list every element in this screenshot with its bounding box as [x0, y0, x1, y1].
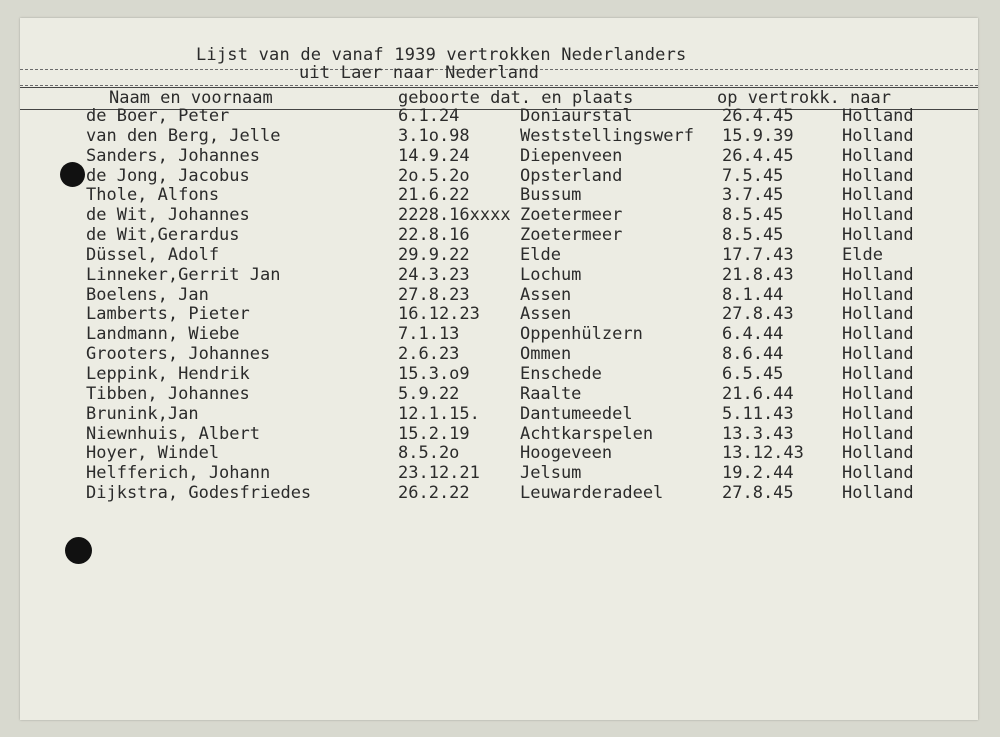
- table-row: [20, 225, 978, 245]
- birth-place: Dantumeedel: [520, 403, 633, 424]
- departure-date: 27.8.43: [722, 304, 794, 325]
- birth-date: 6.1.24: [398, 106, 460, 126]
- birth-place: Leuwarderadeel: [520, 483, 664, 504]
- departure-date: 13.12.43: [722, 443, 804, 464]
- person-name: Leppink, Hendrik: [86, 363, 250, 384]
- table-row: [20, 245, 978, 265]
- table-row: [20, 304, 978, 324]
- birth-place: Hoogeveen: [520, 443, 613, 464]
- birth-date: 12.1.15.: [398, 403, 480, 424]
- destination: Holland: [842, 443, 914, 464]
- birth-date: 29.9.22: [398, 244, 470, 265]
- document-page: [20, 18, 978, 720]
- destination: Holland: [842, 165, 914, 186]
- destination: Holland: [842, 284, 914, 305]
- departure-date: 21.8.43: [722, 264, 794, 285]
- birth-place: Zoetermeer: [520, 205, 623, 226]
- birth-date: 2228.16xxxx: [398, 205, 511, 226]
- departure-date: 19.2.44: [722, 463, 794, 484]
- person-name: de Boer, Peter: [86, 106, 230, 126]
- birth-place: Jelsum: [520, 463, 582, 484]
- table-row: [20, 106, 978, 126]
- departure-date: 6.5.45: [722, 363, 784, 384]
- person-name: Landmann, Wiebe: [86, 324, 240, 345]
- destination: Holland: [842, 403, 914, 424]
- table-row: [20, 424, 978, 444]
- birth-date: 24.3.23: [398, 264, 470, 285]
- birth-date: 8.5.2o: [398, 443, 460, 464]
- table-row: [20, 265, 978, 285]
- departure-date: 26.4.45: [722, 145, 794, 166]
- table-row: [20, 404, 978, 424]
- person-name: Sanders, Johannes: [86, 145, 260, 166]
- birth-place: Assen: [520, 284, 572, 305]
- punch-hole: [60, 162, 85, 187]
- person-name: de Wit, Johannes: [86, 205, 250, 226]
- birth-place: Lochum: [520, 264, 582, 285]
- person-name: Lamberts, Pieter: [86, 304, 250, 325]
- column-header-name: Naam en voornaam: [109, 88, 273, 108]
- departure-date: 13.3.43: [722, 423, 794, 444]
- table-row: [20, 364, 978, 384]
- person-name: Niewnhuis, Albert: [86, 423, 260, 444]
- birth-date: 7.1.13: [398, 324, 460, 345]
- birth-place: Diepenveen: [520, 145, 623, 166]
- departure-date: 8.5.45: [722, 205, 784, 226]
- birth-date: 27.8.23: [398, 284, 470, 305]
- person-name: Helfferich, Johann: [86, 463, 271, 484]
- birth-place: Weststellingswerf: [520, 125, 694, 146]
- birth-place: Assen: [520, 304, 572, 325]
- birth-date: 3.1o.98: [398, 125, 470, 146]
- person-name: Grooters, Johannes: [86, 344, 271, 365]
- table-row: [20, 285, 978, 305]
- person-name: de Jong, Jacobus: [86, 165, 250, 186]
- birth-date: 16.12.23: [398, 304, 480, 325]
- birth-date: 22.8.16: [398, 225, 470, 246]
- person-name: Düssel, Adolf: [86, 244, 220, 265]
- document-subtitle: uit Laer naar Nederland: [299, 63, 540, 83]
- birth-date: 14.9.24: [398, 145, 470, 166]
- departure-date: 5.11.43: [722, 403, 794, 424]
- destination: Holland: [842, 145, 914, 166]
- birth-date: 2o.5.2o: [398, 165, 470, 186]
- departure-date: 21.6.44: [722, 383, 794, 404]
- birth-date: 5.9.22: [398, 383, 460, 404]
- destination: Holland: [842, 423, 914, 444]
- person-name: Hoyer, Windel: [86, 443, 220, 464]
- destination: Holland: [842, 344, 914, 365]
- departure-date: 7.5.45: [722, 165, 784, 186]
- birth-date: 15.3.o9: [398, 363, 470, 384]
- birth-place: Doniaurstal: [520, 106, 633, 126]
- table-row: [20, 324, 978, 344]
- birth-date: 21.6.22: [398, 185, 470, 206]
- column-header-birth: geboorte dat. en plaats: [398, 88, 634, 108]
- table-row: [20, 384, 978, 404]
- departure-date: 8.1.44: [722, 284, 784, 305]
- birth-place: Zoetermeer: [520, 225, 623, 246]
- person-name: Thole, Alfons: [86, 185, 220, 206]
- departure-date: 3.7.45: [722, 185, 784, 206]
- person-name: van den Berg, Jelle: [86, 125, 281, 146]
- person-name: Tibben, Johannes: [86, 383, 250, 404]
- document-title: Lijst van de vanaf 1939 vertrokken Nederlanders: [196, 45, 687, 65]
- table-row: [20, 463, 978, 483]
- underline-dashes: [20, 85, 978, 86]
- punch-hole: [65, 537, 92, 564]
- birth-date: 26.2.22: [398, 483, 470, 504]
- departure-date: 27.8.45: [722, 483, 794, 504]
- departure-date: 15.9.39: [722, 125, 794, 146]
- birth-date: 15.2.19: [398, 423, 470, 444]
- departure-date: 6.4.44: [722, 324, 784, 345]
- person-table: [20, 106, 978, 503]
- column-header-departure: op vertrokk. naar: [717, 88, 891, 108]
- destination: Holland: [842, 264, 914, 285]
- destination: Holland: [842, 225, 914, 246]
- table-row: [20, 443, 978, 463]
- table-row: [20, 344, 978, 364]
- destination: Holland: [842, 324, 914, 345]
- person-name: Brunink,Jan: [86, 403, 199, 424]
- birth-place: Enschede: [520, 363, 602, 384]
- birth-place: Elde: [520, 244, 561, 265]
- table-row: [20, 126, 978, 146]
- person-name: Boelens, Jan: [86, 284, 209, 305]
- table-row: [20, 483, 978, 503]
- destination: Holland: [842, 463, 914, 484]
- departure-date: 8.6.44: [722, 344, 784, 365]
- departure-date: 26.4.45: [722, 106, 794, 126]
- person-name: Linneker,Gerrit Jan: [86, 264, 281, 285]
- destination: Holland: [842, 185, 914, 206]
- table-row: [20, 146, 978, 166]
- destination: Holland: [842, 363, 914, 384]
- person-name: de Wit,Gerardus: [86, 225, 240, 246]
- table-row: [20, 166, 978, 186]
- destination: Holland: [842, 106, 914, 126]
- birth-place: Opsterland: [520, 165, 623, 186]
- departure-date: 8.5.45: [722, 225, 784, 246]
- birth-place: Achtkarspelen: [520, 423, 654, 444]
- birth-date: 2.6.23: [398, 344, 460, 365]
- destination: Holland: [842, 383, 914, 404]
- destination: Holland: [842, 125, 914, 146]
- person-name: Dijkstra, Godesfriedes: [86, 483, 312, 504]
- table-row: [20, 205, 978, 225]
- birth-place: Bussum: [520, 185, 582, 206]
- departure-date: 17.7.43: [722, 244, 794, 265]
- birth-place: Ommen: [520, 344, 572, 365]
- table-row: [20, 185, 978, 205]
- destination: Holland: [842, 205, 914, 226]
- birth-place: Oppenhülzern: [520, 324, 643, 345]
- destination: Elde: [842, 244, 883, 265]
- destination: Holland: [842, 304, 914, 325]
- birth-date: 23.12.21: [398, 463, 480, 484]
- destination: Holland: [842, 483, 914, 504]
- birth-place: Raalte: [520, 383, 582, 404]
